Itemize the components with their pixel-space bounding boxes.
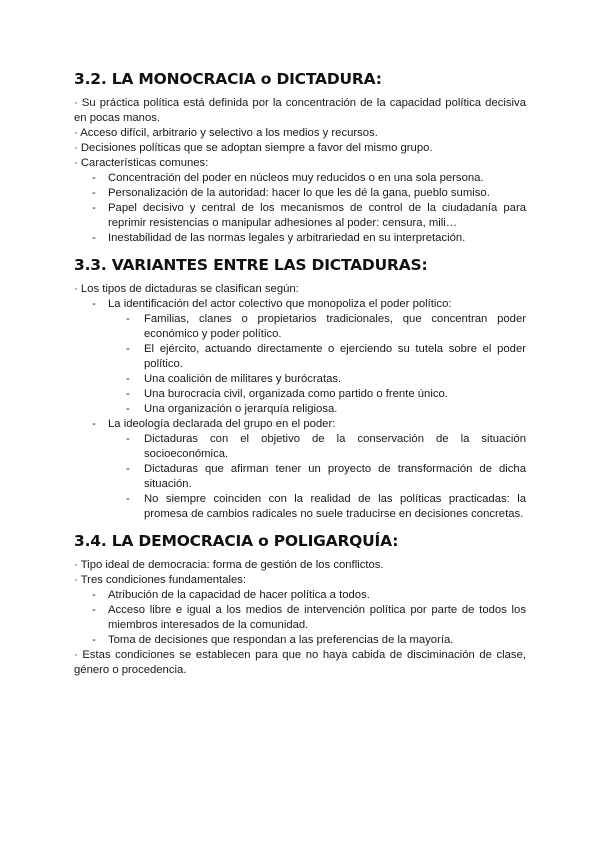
paragraph: · Estas condiciones se establecen para que no haya cabida de disciminación de clase, género o procedencia.: [74, 649, 526, 676]
list-item: - Personalización de la autoridad: hacer lo que les dé la gana, pueblo sumiso.: [74, 186, 526, 201]
list-item-label: La identificación del actor colectivo que monopoliza el poder político:: [108, 298, 452, 310]
paragraph: · Acceso difícil, arbitrario y selectivo a los medios y recursos.: [74, 127, 378, 139]
characteristics-list: [74, 171, 526, 246]
list-item: - Acceso libre e igual a los medios de intervención política por parte de todos los miembros interesados de la comunidad.: [74, 603, 526, 633]
list-item: - Una organización o jerarquía religiosa.: [108, 402, 526, 417]
classification-list: [74, 297, 526, 522]
list-item: - Una burocracia civil, organizada como partido o frente único.: [108, 387, 526, 402]
section-title: 3.3. VARIANTES ENTRE LAS DICTADURAS:: [74, 256, 428, 274]
section-3-2: [74, 70, 526, 246]
list-item: - Una coalición de militares y burócratas.: [108, 372, 526, 387]
paragraph: · Decisiones políticas que se adoptan siempre a favor del mismo grupo.: [74, 142, 433, 154]
list-item: - Concentración del poder en núcleos muy reducidos o en una sola persona.: [74, 171, 526, 186]
section-3-4: [74, 532, 526, 678]
paragraph: · Tipo ideal de democracia: forma de gestión de los conflictos.: [74, 559, 384, 571]
paragraph: · Su práctica política está definida por la concentración de la capacidad política decisiva en pocas manos.: [74, 97, 526, 124]
list-item: - Papel decisivo y central de los mecanismos de control de la ciudadanía para reprimir resistencias o manipular adhesiones al poder: censura, mili…: [74, 201, 526, 231]
list-item: - No siempre coinciden con la realidad de las políticas practicadas: la promesa de cambios radicales no suele traducirse en decisiones concretas.: [108, 492, 526, 522]
section-title: 3.4. LA DEMOCRACIA o POLIGARQUÍA:: [74, 532, 399, 550]
ideology-list: [74, 432, 526, 522]
list-item: - Toma de decisiones que respondan a las preferencias de la mayoría.: [74, 633, 526, 648]
paragraph: · Los tipos de dictaduras se clasifican según:: [74, 283, 299, 295]
paragraph: · Características comunes:: [74, 157, 209, 169]
actor-list: [74, 312, 526, 417]
section-title: 3.2. LA MONOCRACIA o DICTADURA:: [74, 70, 382, 88]
list-item: - Dictaduras que afirman tener un proyecto de transformación de dicha situación.: [108, 462, 526, 492]
paragraph: · Tres condiciones fundamentales:: [74, 574, 247, 586]
list-item: - Dictaduras con el objetivo de la conservación de la situación socioeconómica.: [108, 432, 526, 462]
list-item: - El ejército, actuando directamente o ejerciendo su tutela sobre el poder político.: [108, 342, 526, 372]
list-item: [74, 297, 526, 417]
list-item: - Inestabilidad de las normas legales y arbitrariedad en su interpretación.: [74, 231, 526, 246]
conditions-list: [74, 588, 526, 648]
list-item-label: La ideología declarada del grupo en el poder:: [108, 418, 336, 430]
list-item: [74, 417, 526, 522]
list-item: - Familias, clanes o propietarios tradicionales, que concentran poder económico y poder político.: [108, 312, 526, 342]
list-item: - Atribución de la capacidad de hacer política a todos.: [74, 588, 526, 603]
section-3-3: [74, 256, 526, 522]
